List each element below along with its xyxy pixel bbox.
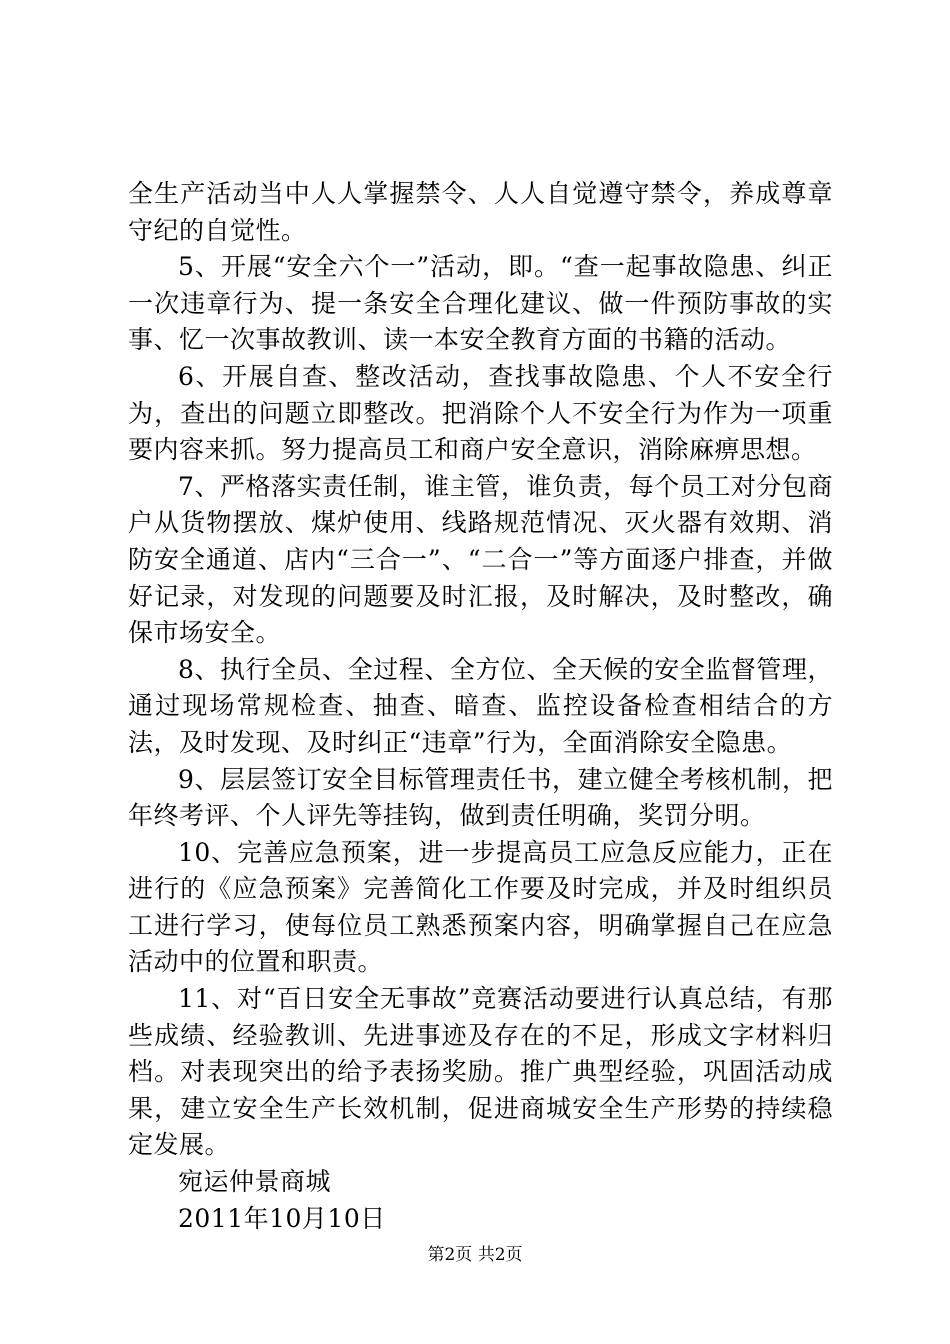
paragraph-item-5: 5、开展“安全六个一”活动，即。“查一起事故隐患、纠正一次违章行为、提一条安全合理化建议、做一件预防事故的实事、忆一次事故教训、读一本安全教育方面的书籍的活动。 (128, 252, 833, 355)
paragraph-item-6: 6、开展自查、整改活动，查找事故隐患、个人不安全行为，查出的问题立即整改。把消除个人不安全行为作为一项重要内容来抓。努力提高员工和商户安全意识，消除麻痹思想。 (128, 361, 833, 465)
paragraph-item-9: 9、层层签订安全目标管理责任书，建立健全考核机制，把年终考评、个人评先等挂钩，做到责任明确，奖罚分明。 (128, 764, 833, 831)
paragraph-continuation: 全生产活动当中人人掌握禁令、人人自觉遵守禁令，养成尊章守纪的自觉性。 (128, 179, 833, 245)
page-number-label: 第2页 共2页 (427, 1245, 523, 1265)
paragraph-item-8: 8、执行全员、全过程、全方位、全天候的安全监督管理，通过现场常规检查、抽查、暗查、监控设备检查相结合的方法，及时发现、及时纠正“违章”行为，全面消除安全隐患。 (128, 654, 833, 757)
paragraph-item-10: 10、完善应急预案，进一步提高员工应急反应能力，正在进行的《应急预案》完善简化工作要及时完成，并及时组织员工进行学习，使每位员工熟悉预案内容，明确掌握自己在应急活动中的位置和职责。 (128, 837, 833, 977)
page-footer (0, 1244, 950, 1266)
signature-date: 2011年10月10日 (178, 1203, 386, 1233)
document-body (128, 176, 833, 1237)
paragraph-item-7: 7、严格落实责任制，谁主管，谁负责，每个员工对分包商户从货物摆放、煤炉使用、线路规范情况、灭火器有效期、消防安全通道、店内“三合一”、“二合一”等方面逐户排查，并做好记录，对发现的问题要及时汇报，及时解决，及时整改，确保市场安全。 (128, 471, 833, 648)
signature-organization: 宛运仲景商城 (178, 1167, 332, 1197)
paragraph-item-11: 11、对“百日安全无事故”竞赛活动要进行认真总结，有那些成绩、经验教训、先进事迹及存在的不足，形成文字材料归档。对表现突出的给予表扬奖励。推广典型经验，巩固活动成果，建立安全生产长效机制，促进商城安全生产形势的持续稳定发展。 (128, 984, 833, 1160)
